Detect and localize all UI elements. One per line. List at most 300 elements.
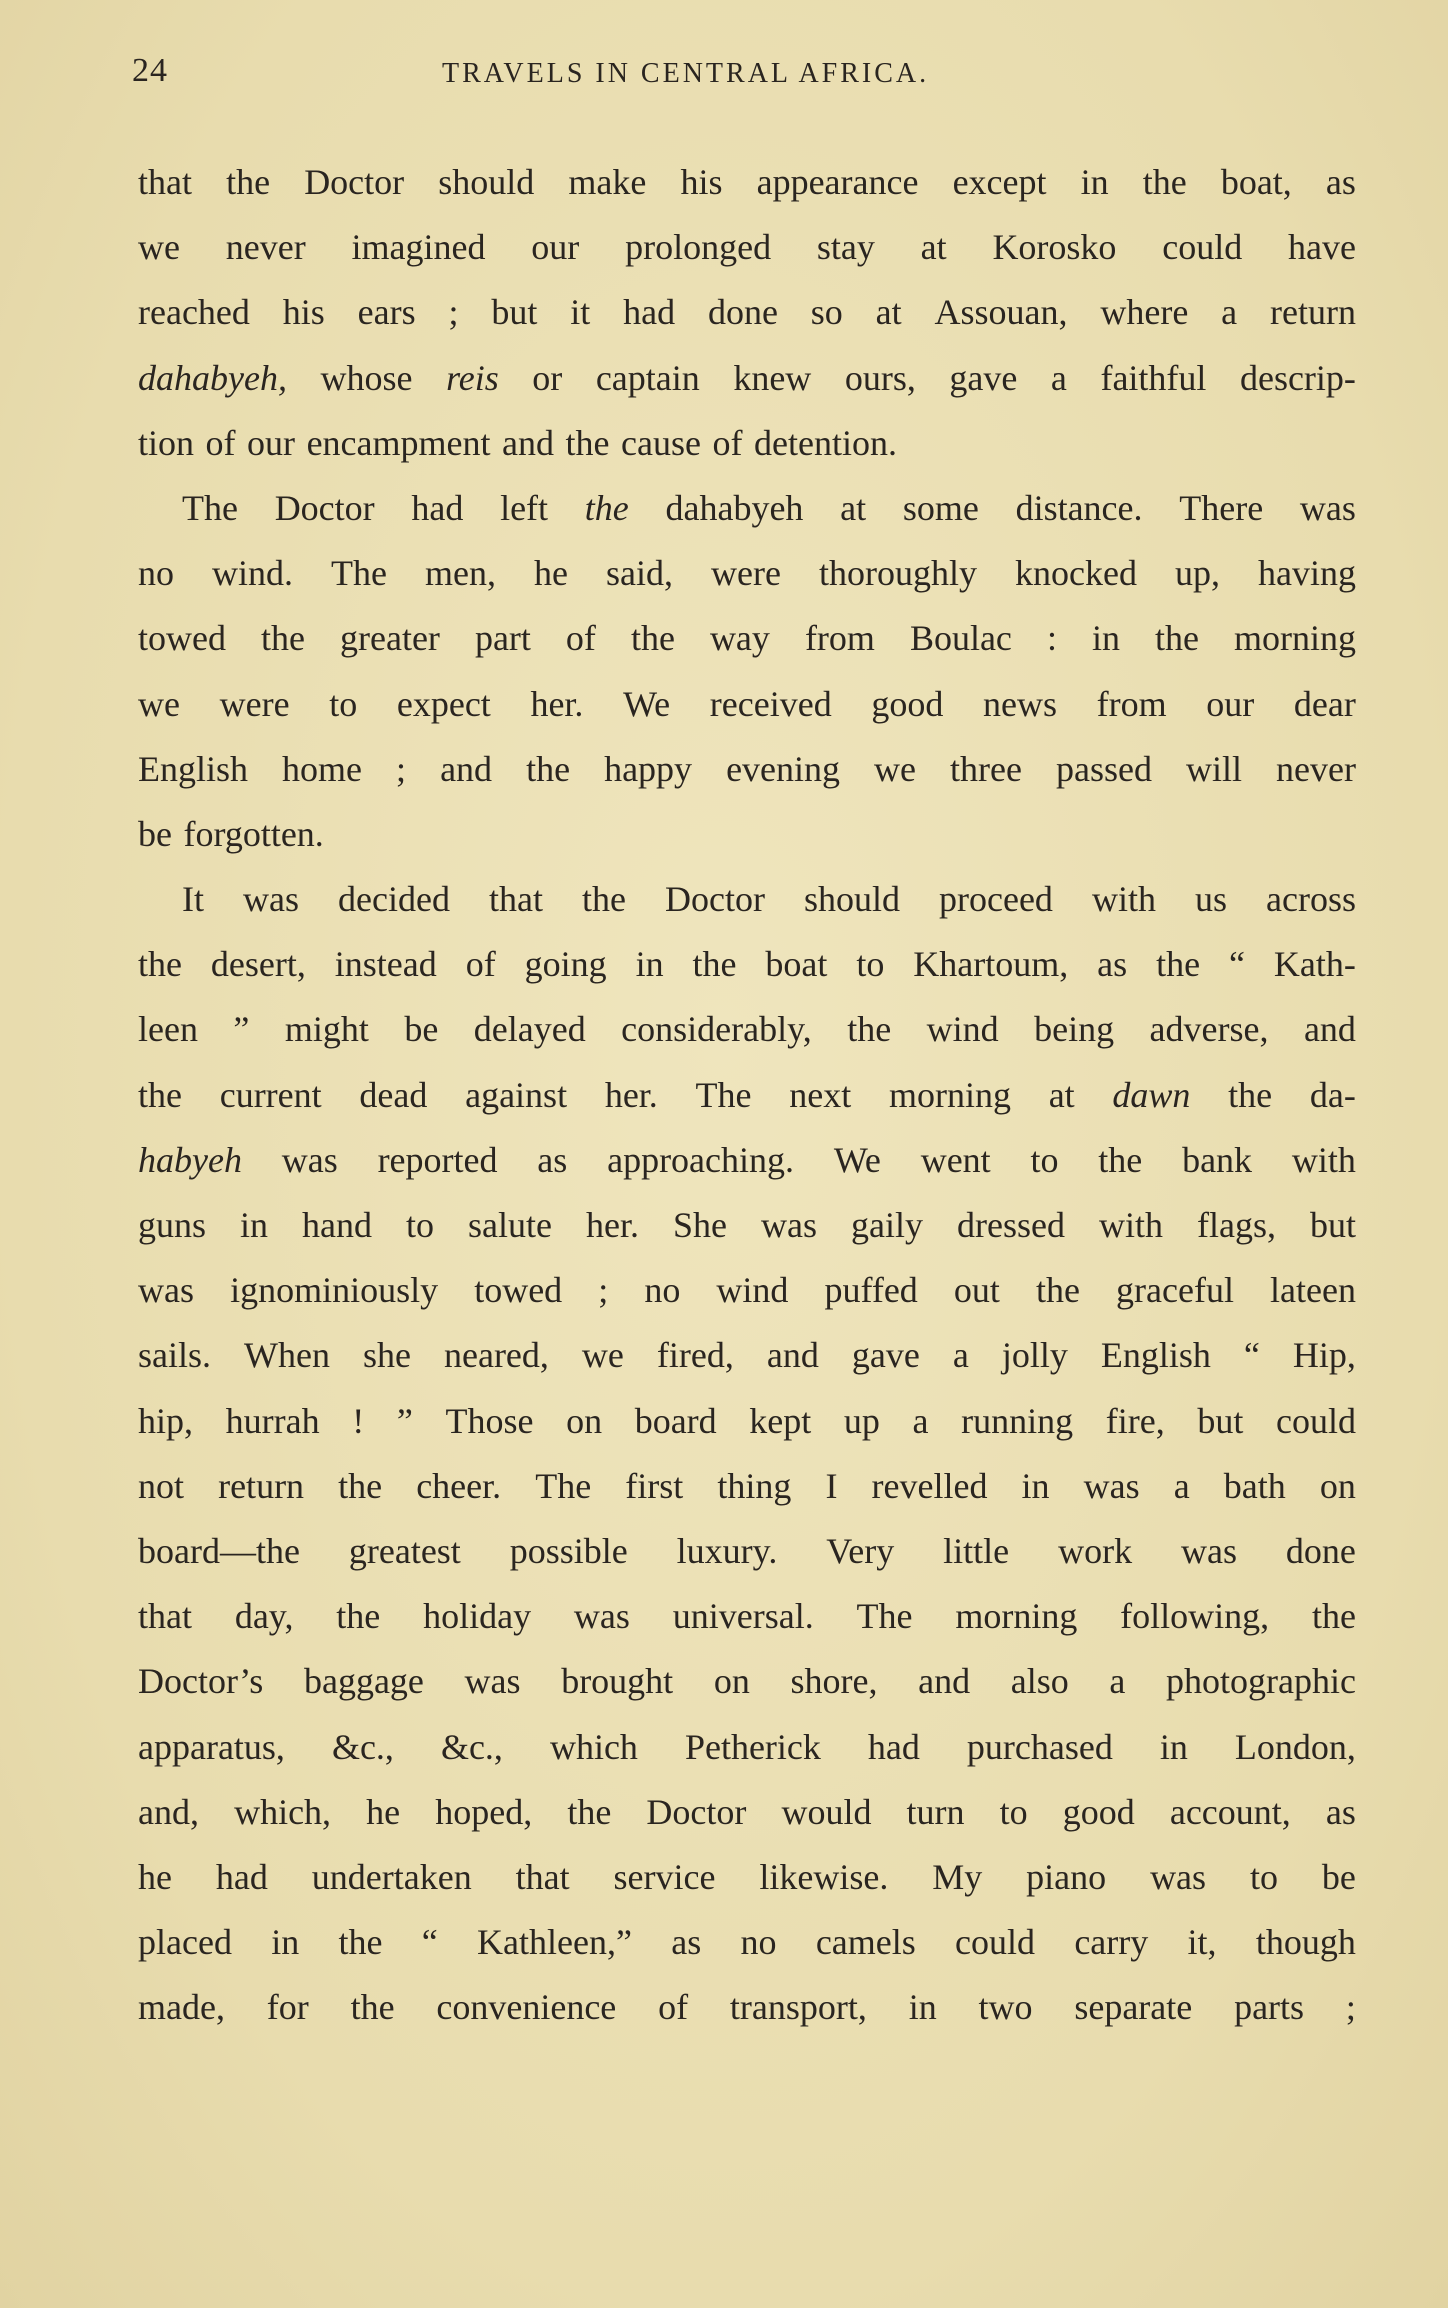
word: the: [226, 162, 271, 202]
word: dear: [1293, 683, 1356, 724]
word: puffed: [824, 1270, 918, 1311]
word: Petherick: [684, 1726, 821, 1767]
word: happy: [604, 748, 693, 789]
word: We: [623, 683, 671, 724]
word: left: [500, 487, 549, 528]
word: we: [138, 683, 180, 724]
word: some: [902, 487, 979, 528]
word: and: [502, 422, 554, 463]
word: a: [1173, 1465, 1190, 1506]
word: in: [1080, 162, 1109, 202]
word: be: [404, 1009, 439, 1050]
word: could: [1162, 227, 1243, 268]
word: the: [138, 1074, 182, 1115]
word: Korosko: [992, 227, 1117, 268]
word: in: [1091, 618, 1120, 659]
word: had: [215, 1856, 268, 1897]
word: Kathleen,”: [477, 1922, 632, 1963]
word: imagined: [351, 227, 486, 268]
word: was: [1083, 1465, 1140, 1506]
word: to: [856, 944, 885, 985]
word: !: [352, 1400, 365, 1441]
word: as: [1325, 1791, 1356, 1832]
word: whose: [320, 357, 413, 398]
word: the: [692, 944, 737, 985]
word: had: [867, 1726, 920, 1767]
word: but: [1197, 1400, 1244, 1441]
word: could: [955, 1922, 1036, 1963]
word: we: [874, 748, 917, 789]
word: jolly: [1001, 1335, 1068, 1376]
word: could: [1276, 1400, 1356, 1441]
word: running: [961, 1400, 1074, 1441]
word: on: [1319, 1465, 1356, 1506]
word: were: [219, 683, 290, 724]
word: the: [350, 1987, 395, 2028]
word: My: [932, 1856, 983, 1897]
text-line: [138, 932, 1356, 997]
word: expect: [396, 683, 491, 724]
word: never: [225, 227, 306, 268]
word: adverse,: [1149, 1009, 1269, 1050]
word: lateen: [1270, 1270, 1356, 1311]
word: never: [1276, 748, 1356, 789]
word: no: [138, 553, 174, 594]
word: fire,: [1105, 1400, 1165, 1441]
word: the: [1155, 618, 1199, 659]
word: Kath-: [1273, 944, 1356, 985]
word: a: [952, 1335, 969, 1376]
word: appearance: [756, 162, 919, 202]
word: thing: [717, 1465, 792, 1506]
word: was: [761, 1205, 817, 1245]
body-text: [138, 150, 1356, 2040]
word: guns: [138, 1205, 207, 1245]
word: It: [182, 879, 204, 920]
word: which: [549, 1726, 638, 1767]
word: part: [474, 618, 531, 659]
word: reached: [138, 292, 250, 333]
text-line: [138, 476, 1356, 541]
word: her.: [604, 1074, 658, 1115]
word: the: [565, 422, 610, 463]
text-line: [138, 1258, 1356, 1323]
word: day,: [234, 1596, 294, 1637]
word: separate: [1074, 1987, 1193, 2028]
word: We: [833, 1139, 881, 1180]
word: was: [1150, 1856, 1207, 1897]
word: ;: [448, 292, 459, 333]
word: Doctor: [646, 1791, 747, 1832]
word: out: [953, 1270, 1000, 1311]
word: kept: [749, 1400, 812, 1441]
word: so: [810, 292, 843, 333]
word: have: [1288, 227, 1356, 268]
word: The: [535, 1465, 592, 1506]
word: reis: [446, 357, 499, 398]
word: made,: [138, 1987, 225, 2028]
word: at: [875, 292, 902, 333]
word: bank: [1182, 1139, 1253, 1180]
word: turn: [906, 1791, 965, 1832]
word: our: [1206, 683, 1255, 724]
word: approaching.: [607, 1139, 795, 1180]
word: ours,: [844, 357, 916, 398]
word: little: [943, 1530, 1010, 1571]
word: Doctor’s: [138, 1661, 264, 1702]
word: that: [488, 879, 543, 920]
word: received: [709, 683, 832, 724]
word: hip,: [138, 1400, 194, 1441]
page-number: 24: [132, 52, 168, 89]
word: evening: [726, 748, 841, 789]
word: good: [1062, 1791, 1135, 1832]
word: brought: [561, 1661, 674, 1702]
word: cheer.: [416, 1465, 502, 1506]
word: delayed: [473, 1009, 586, 1050]
word: it: [570, 292, 591, 333]
text-line: [138, 672, 1356, 737]
word: encampment: [306, 422, 491, 463]
word: gaily: [851, 1205, 923, 1245]
word: morning: [955, 1596, 1078, 1637]
word: news: [982, 683, 1057, 724]
word: placed: [138, 1922, 232, 1963]
word: gave: [949, 357, 1018, 398]
word: would: [781, 1791, 872, 1832]
word: which,: [234, 1791, 332, 1832]
word: his: [680, 162, 723, 202]
word: at: [840, 487, 867, 528]
word: no: [740, 1922, 777, 1963]
word: for: [266, 1987, 309, 2028]
word: dawn: [1112, 1074, 1191, 1115]
text-line: [138, 1389, 1356, 1454]
word: a: [912, 1400, 929, 1441]
word: work: [1058, 1530, 1133, 1571]
word: be: [1321, 1856, 1356, 1897]
word: ”: [396, 1400, 413, 1441]
word: distance.: [1015, 487, 1143, 528]
word: Khartoum,: [913, 944, 1069, 985]
word: Hip,: [1292, 1335, 1356, 1376]
word: that: [138, 1596, 192, 1637]
word: should: [438, 162, 535, 202]
running-title: TRAVELS IN CENTRAL AFRICA.: [442, 58, 930, 89]
word: instead: [334, 944, 437, 985]
word: having: [1258, 553, 1356, 594]
word: dahabyeh,: [138, 357, 287, 398]
word: Assouan,: [934, 292, 1068, 333]
word: his: [282, 292, 325, 333]
word: in: [240, 1205, 269, 1245]
word: hurrah: [225, 1400, 320, 1441]
word: home: [282, 748, 363, 789]
word: boat: [765, 944, 828, 985]
word: reported: [377, 1139, 498, 1180]
word: The: [182, 487, 238, 528]
word: :: [1046, 618, 1057, 659]
word: and: [440, 748, 493, 789]
word: neared,: [443, 1335, 549, 1376]
text-line: [138, 1910, 1356, 1975]
word: forgotten.: [183, 813, 324, 854]
word: stay: [816, 227, 875, 268]
word: where: [1100, 292, 1189, 333]
word: piano: [1026, 1856, 1107, 1897]
word: dahabyeh: [665, 487, 804, 528]
word: The: [331, 553, 387, 594]
word: passed: [1056, 748, 1152, 789]
word: faithful: [1100, 357, 1207, 398]
word: in: [908, 1987, 937, 2028]
word: against: [465, 1074, 568, 1115]
word: had: [623, 292, 676, 333]
word: hand: [302, 1205, 373, 1245]
word: were: [711, 553, 781, 594]
word: up,: [1175, 553, 1220, 594]
word: dressed: [956, 1205, 1065, 1245]
word: captain: [595, 357, 700, 398]
word: wind.: [212, 553, 294, 594]
word: &c.,: [440, 1726, 503, 1767]
word: I: [825, 1465, 838, 1506]
word: being: [1034, 1009, 1115, 1050]
word: was: [243, 879, 300, 920]
word: board: [634, 1400, 717, 1441]
word: to: [1249, 1856, 1278, 1897]
word: and,: [138, 1791, 199, 1832]
word: but: [491, 292, 538, 333]
word: the: [138, 944, 182, 985]
word: greatest: [348, 1530, 461, 1571]
word: possible: [509, 1530, 628, 1571]
word: the: [1228, 1074, 1273, 1115]
word: shore,: [790, 1661, 878, 1702]
word: Doctor: [304, 162, 405, 202]
word: fired,: [656, 1335, 734, 1376]
word: at: [1048, 1074, 1075, 1115]
word: as: [1325, 162, 1356, 202]
word: dead: [359, 1074, 428, 1115]
word: ;: [598, 1270, 609, 1311]
word: gave: [851, 1335, 920, 1376]
text-line: [138, 411, 1356, 476]
word: holiday: [423, 1596, 532, 1637]
text-line: [138, 1519, 1356, 1584]
text-line: [138, 215, 1356, 280]
word: wind: [926, 1009, 999, 1050]
word: next: [789, 1074, 852, 1115]
word: two: [978, 1987, 1033, 2028]
word: he: [534, 553, 568, 594]
word: The: [856, 1596, 913, 1637]
word: to: [329, 683, 358, 724]
word: thoroughly: [819, 553, 977, 594]
word: ;: [1345, 1987, 1356, 2028]
word: with: [1291, 1139, 1356, 1180]
text-line: [138, 1323, 1356, 1388]
word: with: [1098, 1205, 1163, 1245]
word: ”: [233, 1009, 250, 1050]
text-line: [138, 1780, 1356, 1845]
word: also: [1010, 1661, 1069, 1702]
word: our: [531, 227, 580, 268]
word: service: [613, 1856, 716, 1897]
word: was: [1299, 487, 1356, 528]
word: “: [1228, 944, 1245, 985]
text-line: [138, 997, 1356, 1062]
word: the: [338, 1922, 383, 1963]
text-line: [138, 346, 1356, 411]
word: hoped,: [435, 1791, 533, 1832]
word: of: [465, 944, 496, 985]
word: the: [584, 487, 629, 528]
word: knew: [733, 357, 812, 398]
word: morning: [1234, 618, 1356, 659]
word: bath: [1223, 1465, 1286, 1506]
word: proceed: [939, 879, 1053, 920]
word: had: [411, 487, 464, 528]
word: boat,: [1220, 162, 1292, 202]
word: was: [464, 1661, 521, 1702]
word: up: [843, 1400, 880, 1441]
word: it,: [1187, 1922, 1217, 1963]
word: habyeh: [138, 1139, 242, 1180]
word: at: [920, 227, 947, 268]
word: descrip-: [1239, 357, 1356, 398]
word: across: [1266, 879, 1356, 920]
text-line: [138, 1649, 1356, 1714]
word: make: [568, 162, 647, 202]
word: be: [138, 813, 172, 854]
word: from: [804, 618, 875, 659]
word: he: [366, 1791, 401, 1832]
word: but: [1309, 1205, 1356, 1245]
text-line: [138, 1193, 1356, 1258]
word: in: [1159, 1726, 1188, 1767]
word: the: [1156, 944, 1201, 985]
word: the: [567, 1791, 612, 1832]
word: English: [1100, 1335, 1211, 1376]
word: as: [671, 1922, 702, 1963]
word: in: [1021, 1465, 1050, 1506]
word: towed: [138, 618, 226, 659]
word: men,: [425, 553, 496, 594]
word: Very: [826, 1530, 895, 1571]
word: that: [515, 1856, 570, 1897]
word: three: [950, 748, 1022, 789]
word: and: [1303, 1009, 1356, 1050]
running-head: [132, 52, 1357, 102]
word: the: [1035, 1270, 1080, 1311]
word: was: [573, 1596, 630, 1637]
word: ;: [396, 748, 407, 789]
word: a: [1221, 292, 1238, 333]
word: Boulac: [909, 618, 1012, 659]
word: the: [1142, 162, 1187, 202]
word: we: [581, 1335, 624, 1376]
word: the: [1098, 1139, 1143, 1180]
word: When: [244, 1335, 330, 1376]
word: wind: [716, 1270, 789, 1311]
word: of: [712, 422, 743, 463]
word: da-: [1309, 1074, 1356, 1115]
word: likewise.: [759, 1856, 889, 1897]
word: as: [537, 1139, 568, 1180]
word: except: [952, 162, 1047, 202]
word: was: [281, 1139, 338, 1180]
text-line: [138, 802, 1356, 867]
word: on: [713, 1661, 750, 1702]
word: not: [138, 1465, 185, 1506]
word: account,: [1169, 1791, 1291, 1832]
word: undertaken: [311, 1856, 472, 1897]
word: tion: [138, 422, 195, 463]
word: she: [362, 1335, 411, 1376]
word: done: [1285, 1530, 1356, 1571]
word: though: [1255, 1922, 1356, 1963]
word: cause: [621, 422, 701, 463]
word: London,: [1234, 1726, 1356, 1767]
word: desert,: [210, 944, 306, 985]
word: There: [1179, 487, 1264, 528]
word: purchased: [966, 1726, 1113, 1767]
word: leen: [138, 1009, 198, 1050]
word: convenience: [436, 1987, 617, 2028]
text-line: [138, 1063, 1356, 1128]
word: a: [1050, 357, 1067, 398]
word: done: [707, 292, 778, 333]
text-line: [138, 1845, 1356, 1910]
word: detention.: [753, 422, 897, 463]
text-line: [138, 1584, 1356, 1649]
text-line: [138, 737, 1356, 802]
word: our: [247, 422, 296, 463]
word: from: [1096, 683, 1167, 724]
word: prolonged: [625, 227, 772, 268]
word: greater: [340, 618, 440, 659]
word: her.: [530, 683, 584, 724]
word: to: [1030, 1139, 1059, 1180]
word: went: [920, 1139, 991, 1180]
word: The: [695, 1074, 752, 1115]
word: said,: [606, 553, 674, 594]
word: will: [1186, 748, 1243, 789]
word: graceful: [1116, 1270, 1234, 1311]
word: and: [918, 1661, 971, 1702]
word: that: [138, 162, 192, 202]
word: apparatus,: [138, 1726, 285, 1767]
word: universal.: [672, 1596, 814, 1637]
word: us: [1194, 879, 1227, 920]
word: She: [673, 1205, 727, 1245]
word: considerably,: [621, 1009, 812, 1050]
text-line: [138, 1128, 1356, 1193]
word: salute: [468, 1205, 553, 1245]
word: “: [421, 1922, 438, 1963]
word: was: [138, 1270, 194, 1311]
word: the: [526, 748, 571, 789]
word: “: [1243, 1335, 1260, 1376]
word: photographic: [1165, 1661, 1356, 1702]
word: current: [219, 1074, 322, 1115]
word: following,: [1120, 1596, 1270, 1637]
word: good: [871, 683, 944, 724]
word: to: [999, 1791, 1028, 1832]
word: towed: [474, 1270, 563, 1311]
word: and: [766, 1335, 819, 1376]
